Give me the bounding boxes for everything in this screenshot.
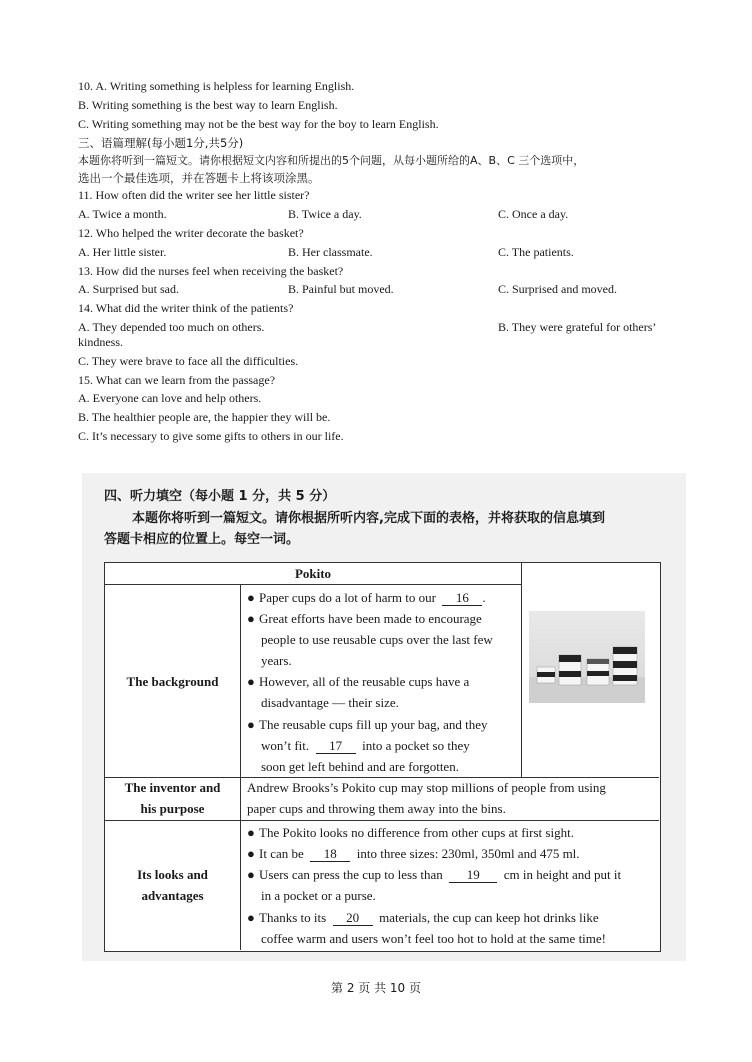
part3-instruction-1: 本题你将听到一篇短文。请你根据短文内容和所提出的5个问题，从每小题所给的A、B、C 三个选项中， [78,154,585,167]
q15-option-a: A. Everyone can love and help others. [78,391,262,405]
bullet-text: in a pocket or a purse. [261,888,376,903]
q10-option-a: 10. A. Writing something is helpless for learning English. [78,79,355,93]
background-point-4: ● The reusable cups fill up your bag, and they [247,717,488,732]
background-point-3: ● However, all of the reusable cups have a [247,674,470,689]
q13-question: 13. How did the nurses feel when receiving the basket? [78,264,344,278]
background-point-2: ● Great efforts have been made to encourage [247,611,482,626]
q14-option-a: A. They depended too much on others. [78,320,265,334]
answer-blank-17[interactable]: 17 [316,738,356,754]
bullet-text: into three sizes: 230ml, 350ml and 475 ml. [356,846,580,861]
q10-option-b: B. Writing something is the best way to learn English. [78,98,338,112]
part3-title: 三、语篇理解(每小题1分,共5分) [78,136,244,150]
part4-instruction-1: 本题你将听到一篇短文。请你根据所听内容,完成下面的表格，并将获取的信息填到 [132,511,605,526]
bullet-text: soon get left behind and are forgotten. [261,759,459,774]
row-label-background: The background [126,674,219,689]
q10-option-c: C. Writing something may not be the best way for the boy to learn English. [78,117,439,131]
table-divider [521,563,522,777]
background-point-1: ● Paper cups do a lot of harm to our 16 . [247,590,486,605]
q15-option-b: B. The healthier people are, the happier they will be. [78,410,331,424]
q12-question: 12. Who helped the writer decorate the basket? [78,226,304,240]
bullet-text: Paper cups do a lot of harm to our [259,590,436,605]
q13-option-a: A. Surprised but sad. [78,282,179,296]
bullet-text: The Pokito looks no difference from other cups at first sight. [259,825,574,840]
q14-option-b: B. They were grateful for others’ [498,320,657,334]
bullet-text: years. [261,653,292,668]
answer-blank-20[interactable]: 20 [333,910,373,926]
q12-option-c: C. The patients. [498,245,574,259]
looks-point-2: ● It can be 18 into three sizes: 230ml, 350ml and 475 ml. [247,846,580,861]
inventor-text: Andrew Brooks’s Pokito cup may stop millions of people from using [247,780,606,795]
part4-title: 四、听力填空（每小题 1 分，共 5 分） [104,489,336,504]
row-label-looks: Its looks and [137,867,208,882]
bullet-text: materials, the cup can keep hot drinks like [379,910,599,925]
bullet-text: Thanks to its [259,910,327,925]
looks-point-4: ● Thanks to its 20 materials, the cup can keep hot drinks like [247,910,599,925]
looks-point-1: ● The Pokito looks no difference from other cups at first sight. [247,825,574,840]
q13-option-c: C. Surprised and moved. [498,282,617,296]
q15-question: 15. What can we learn from the passage? [78,373,276,387]
table-divider [105,820,659,821]
bullet-text: into a pocket so they [362,738,470,753]
bullet-text: However, all of the reusable cups have a [259,674,470,689]
pokito-cups-photo [529,611,645,703]
q14-option-b-continued: kindness. [78,335,123,349]
answer-blank-19[interactable]: 19 [449,867,497,883]
row-label-inventor-line-2: his purpose [140,801,205,816]
bullet-text: The reusable cups fill up your bag, and they [259,717,488,732]
answer-blank-18[interactable]: 18 [310,846,350,862]
q12-option-a: A. Her little sister. [78,245,167,259]
table-divider [105,584,521,585]
bullet-text: Users can press the cup to less than [259,867,443,882]
q11-question: 11. How often did the writer see her little sister? [78,188,310,202]
q14-question: 14. What did the writer think of the patients? [78,301,294,315]
background-point-4-line-2 [261,735,470,756]
q15-option-c: C. It’s necessary to give some gifts to others in our life. [78,429,344,443]
bullet-text: disadvantage — their size. [261,695,399,710]
q13-option-b: B. Painful but moved. [288,282,394,296]
bullet-text: Great efforts have been made to encourage [259,611,482,626]
page-number: 第 2 页 共 10 页 [331,981,421,995]
part3-instruction-2: 选出一个最佳选项，并在答题卡上将该项涂黑。 [78,171,320,185]
table-divider [240,585,241,950]
bullet-text: coffee warm and users won’t feel too hot to hold at the same time! [261,931,607,946]
bullet-text: It can be [259,846,304,861]
q11-option-a: A. Twice a month. [78,207,167,221]
row-label-looks-line-2: advantages [141,888,204,903]
bullet-text: cm in height and put it [503,867,622,882]
bullet-text: people to use reusable cups over the last few [261,632,493,647]
part4-instruction-2: 答题卡相应的位置上。每空一词。 [104,532,300,547]
q12-option-b: B. Her classmate. [288,245,373,259]
inventor-text-line-2: paper cups and throwing them away into the bins. [247,801,506,816]
q11-option-b: B. Twice a day. [288,207,362,221]
bullet-text: won’t fit. [261,738,310,753]
answer-blank-16[interactable]: 16 [442,590,482,606]
row-label-inventor: The inventor and [124,780,221,795]
looks-point-3: ● Users can press the cup to less than 19 cm in height and put it [247,867,622,882]
q11-option-c: C. Once a day. [498,207,569,221]
table-title: Pokito [294,566,332,581]
q14-option-c: C. They were brave to face all the difficulties. [78,354,299,368]
bullet-text: . [482,590,486,605]
